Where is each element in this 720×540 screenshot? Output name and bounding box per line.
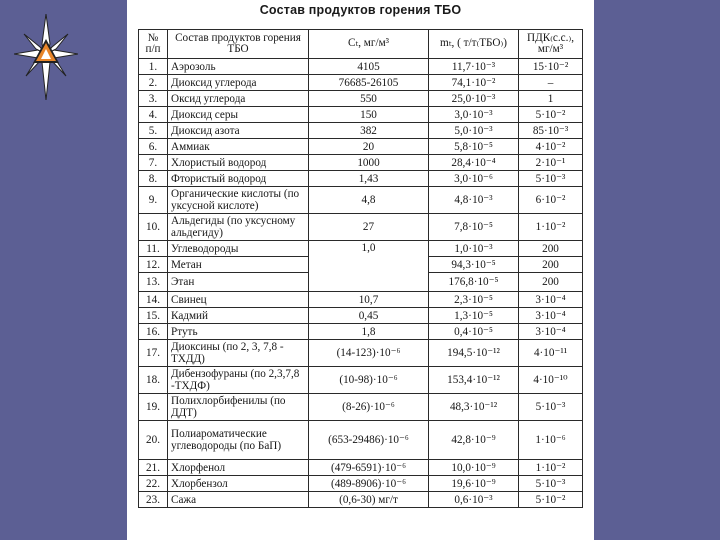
table-row	[139, 492, 583, 508]
row-number: 6.	[139, 139, 168, 155]
row-pdk: 2·10⁻¹	[519, 155, 583, 171]
row-pdk: 3·10⁻⁴	[519, 308, 583, 324]
row-number: 13.	[139, 273, 168, 292]
star-compass-icon	[14, 14, 78, 100]
row-mass: 1,3·10⁻⁵	[429, 308, 519, 324]
row-concentration: (479-6591)·10⁻⁶	[309, 460, 429, 476]
row-concentration: 4105	[309, 59, 429, 75]
row-concentration: 27	[309, 214, 429, 241]
row-number: 19.	[139, 394, 168, 421]
row-mass: 42,8·10⁻⁹	[429, 421, 519, 460]
row-concentration: (0,6-30) мг/т	[309, 492, 429, 508]
table-row	[139, 187, 583, 214]
row-mass: 74,1·10⁻²	[429, 75, 519, 91]
table-row	[139, 59, 583, 75]
row-mass: 28,4·10⁻⁴	[429, 155, 519, 171]
document-title: Состав продуктов горения ТБО	[259, 3, 462, 17]
document-page	[127, 0, 594, 540]
table-row	[139, 476, 583, 492]
row-number: 7.	[139, 155, 168, 171]
row-concentration: 1,0	[309, 241, 429, 292]
row-pdk: 5·10⁻³	[519, 171, 583, 187]
row-mass: 2,3·10⁻⁵	[429, 292, 519, 308]
row-substance: Альдегиды (по уксусному альдегиду)	[168, 214, 309, 241]
row-substance: Диоксид азота	[168, 123, 309, 139]
row-pdk: 200	[519, 273, 583, 292]
table-row	[139, 367, 583, 394]
row-pdk: 1·10⁻²	[519, 460, 583, 476]
table-row	[139, 460, 583, 476]
row-pdk: 200	[519, 257, 583, 273]
row-substance: Хлористый водород	[168, 155, 309, 171]
row-pdk: –	[519, 75, 583, 91]
row-number: 12.	[139, 257, 168, 273]
table-row	[139, 308, 583, 324]
row-concentration: (489-8906)·10⁻⁶	[309, 476, 429, 492]
table-row	[139, 123, 583, 139]
row-number: 2.	[139, 75, 168, 91]
row-concentration: (653-29486)·10⁻⁶	[309, 421, 429, 460]
row-pdk: 5·10⁻³	[519, 476, 583, 492]
row-substance: Сажа	[168, 492, 309, 508]
row-number: 3.	[139, 91, 168, 107]
row-substance: Хлорбензол	[168, 476, 309, 492]
row-concentration: (8-26)·10⁻⁶	[309, 394, 429, 421]
row-mass: 3,0·10⁻⁶	[429, 171, 519, 187]
table-row	[139, 421, 583, 460]
row-pdk: 3·10⁻⁴	[519, 292, 583, 308]
row-mass: 194,5·10⁻¹²	[429, 340, 519, 367]
row-concentration: 1000	[309, 155, 429, 171]
row-mass: 176,8·10⁻⁵	[429, 273, 519, 292]
table-row	[139, 394, 583, 421]
row-mass: 7,8·10⁻⁵	[429, 214, 519, 241]
row-substance: Аэрозоль	[168, 59, 309, 75]
row-pdk: 5·10⁻³	[519, 394, 583, 421]
row-mass: 5,0·10⁻³	[429, 123, 519, 139]
row-number: 16.	[139, 324, 168, 340]
header-substance: Состав продуктов горения ТБО	[168, 30, 309, 59]
row-concentration: 150	[309, 107, 429, 123]
row-number: 14.	[139, 292, 168, 308]
row-number: 23.	[139, 492, 168, 508]
row-pdk: 15·10⁻²	[519, 59, 583, 75]
row-pdk: 5·10⁻²	[519, 492, 583, 508]
table-row	[139, 171, 583, 187]
row-number: 22.	[139, 476, 168, 492]
row-substance: Диоксид серы	[168, 107, 309, 123]
table-row	[139, 241, 583, 257]
table-row	[139, 340, 583, 367]
row-substance: Диоксид углерода	[168, 75, 309, 91]
row-number: 10.	[139, 214, 168, 241]
row-number: 21.	[139, 460, 168, 476]
row-pdk: 4·10⁻¹¹	[519, 340, 583, 367]
header-number: № п/п	[139, 30, 168, 59]
row-mass: 0,4·10⁻⁵	[429, 324, 519, 340]
row-substance: Кадмий	[168, 308, 309, 324]
row-pdk: 1·10⁻⁶	[519, 421, 583, 460]
table-row	[139, 139, 583, 155]
table-row	[139, 292, 583, 308]
table-header-row	[139, 30, 583, 59]
row-substance: Метан	[168, 257, 309, 273]
row-mass: 25,0·10⁻³	[429, 91, 519, 107]
row-pdk: 5·10⁻²	[519, 107, 583, 123]
row-concentration: (14-123)·10⁻⁶	[309, 340, 429, 367]
row-pdk: 1·10⁻²	[519, 214, 583, 241]
row-substance: Аммиак	[168, 139, 309, 155]
row-mass: 4,8·10⁻³	[429, 187, 519, 214]
row-concentration: 20	[309, 139, 429, 155]
table-row	[139, 214, 583, 241]
row-pdk: 1	[519, 91, 583, 107]
table-row	[139, 324, 583, 340]
row-substance: Полиароматические углеводороды (по БаП)	[168, 421, 309, 460]
row-number: 1.	[139, 59, 168, 75]
row-concentration: 550	[309, 91, 429, 107]
row-mass: 48,3·10⁻¹²	[429, 394, 519, 421]
header-mass: mₜ, ( т/т₍ТБО₎)	[429, 30, 519, 59]
table-row	[139, 75, 583, 91]
row-mass: 5,8·10⁻⁵	[429, 139, 519, 155]
row-concentration: 1,43	[309, 171, 429, 187]
row-number: 20.	[139, 421, 168, 460]
row-mass: 10,0·10⁻⁹	[429, 460, 519, 476]
table-row	[139, 107, 583, 123]
row-concentration: 1,8	[309, 324, 429, 340]
row-pdk: 4·10⁻²	[519, 139, 583, 155]
row-substance: Свинец	[168, 292, 309, 308]
row-concentration: 76685-26105	[309, 75, 429, 91]
row-mass: 11,7·10⁻³	[429, 59, 519, 75]
row-mass: 94,3·10⁻⁵	[429, 257, 519, 273]
table-row	[139, 155, 583, 171]
row-pdk: 200	[519, 241, 583, 257]
row-mass: 3,0·10⁻³	[429, 107, 519, 123]
row-number: 18.	[139, 367, 168, 394]
row-substance: Органические кислоты (по уксусной кислоте)	[168, 187, 309, 214]
row-pdk: 6·10⁻²	[519, 187, 583, 214]
row-concentration: (10-98)·10⁻⁶	[309, 367, 429, 394]
row-number: 11.	[139, 241, 168, 257]
header-concentration: Cₜ, мг/м³	[309, 30, 429, 59]
row-concentration: 0,45	[309, 308, 429, 324]
row-substance: Хлорфенол	[168, 460, 309, 476]
table-row	[139, 91, 583, 107]
row-number: 5.	[139, 123, 168, 139]
row-substance: Ртуть	[168, 324, 309, 340]
row-substance: Дибензофураны (по 2,3,7,8 -ТХДФ)	[168, 367, 309, 394]
row-pdk: 3·10⁻⁴	[519, 324, 583, 340]
row-substance: Оксид углерода	[168, 91, 309, 107]
row-pdk: 4·10⁻¹⁰	[519, 367, 583, 394]
row-mass: 153,4·10⁻¹²	[429, 367, 519, 394]
header-pdk: ПДК₍с.с.₎, мг/м³	[519, 30, 583, 59]
row-concentration: 382	[309, 123, 429, 139]
row-mass: 0,6·10⁻³	[429, 492, 519, 508]
row-number: 15.	[139, 308, 168, 324]
row-substance: Фтористый водород	[168, 171, 309, 187]
row-number: 9.	[139, 187, 168, 214]
row-substance: Углеводороды	[168, 241, 309, 257]
emergency-ministry-logo	[14, 14, 78, 100]
row-number: 8.	[139, 171, 168, 187]
row-mass: 1,0·10⁻³	[429, 241, 519, 257]
combustion-products-table	[138, 29, 583, 508]
row-concentration: 10,7	[309, 292, 429, 308]
row-concentration: 4,8	[309, 187, 429, 214]
row-substance: Полихлорбифенилы (по ДДТ)	[168, 394, 309, 421]
row-pdk: 85·10⁻³	[519, 123, 583, 139]
row-substance: Диоксины (по 2, 3, 7,8 - ТХДД)	[168, 340, 309, 367]
row-number: 17.	[139, 340, 168, 367]
row-mass: 19,6·10⁻⁹	[429, 476, 519, 492]
row-number: 4.	[139, 107, 168, 123]
row-substance: Этан	[168, 273, 309, 292]
